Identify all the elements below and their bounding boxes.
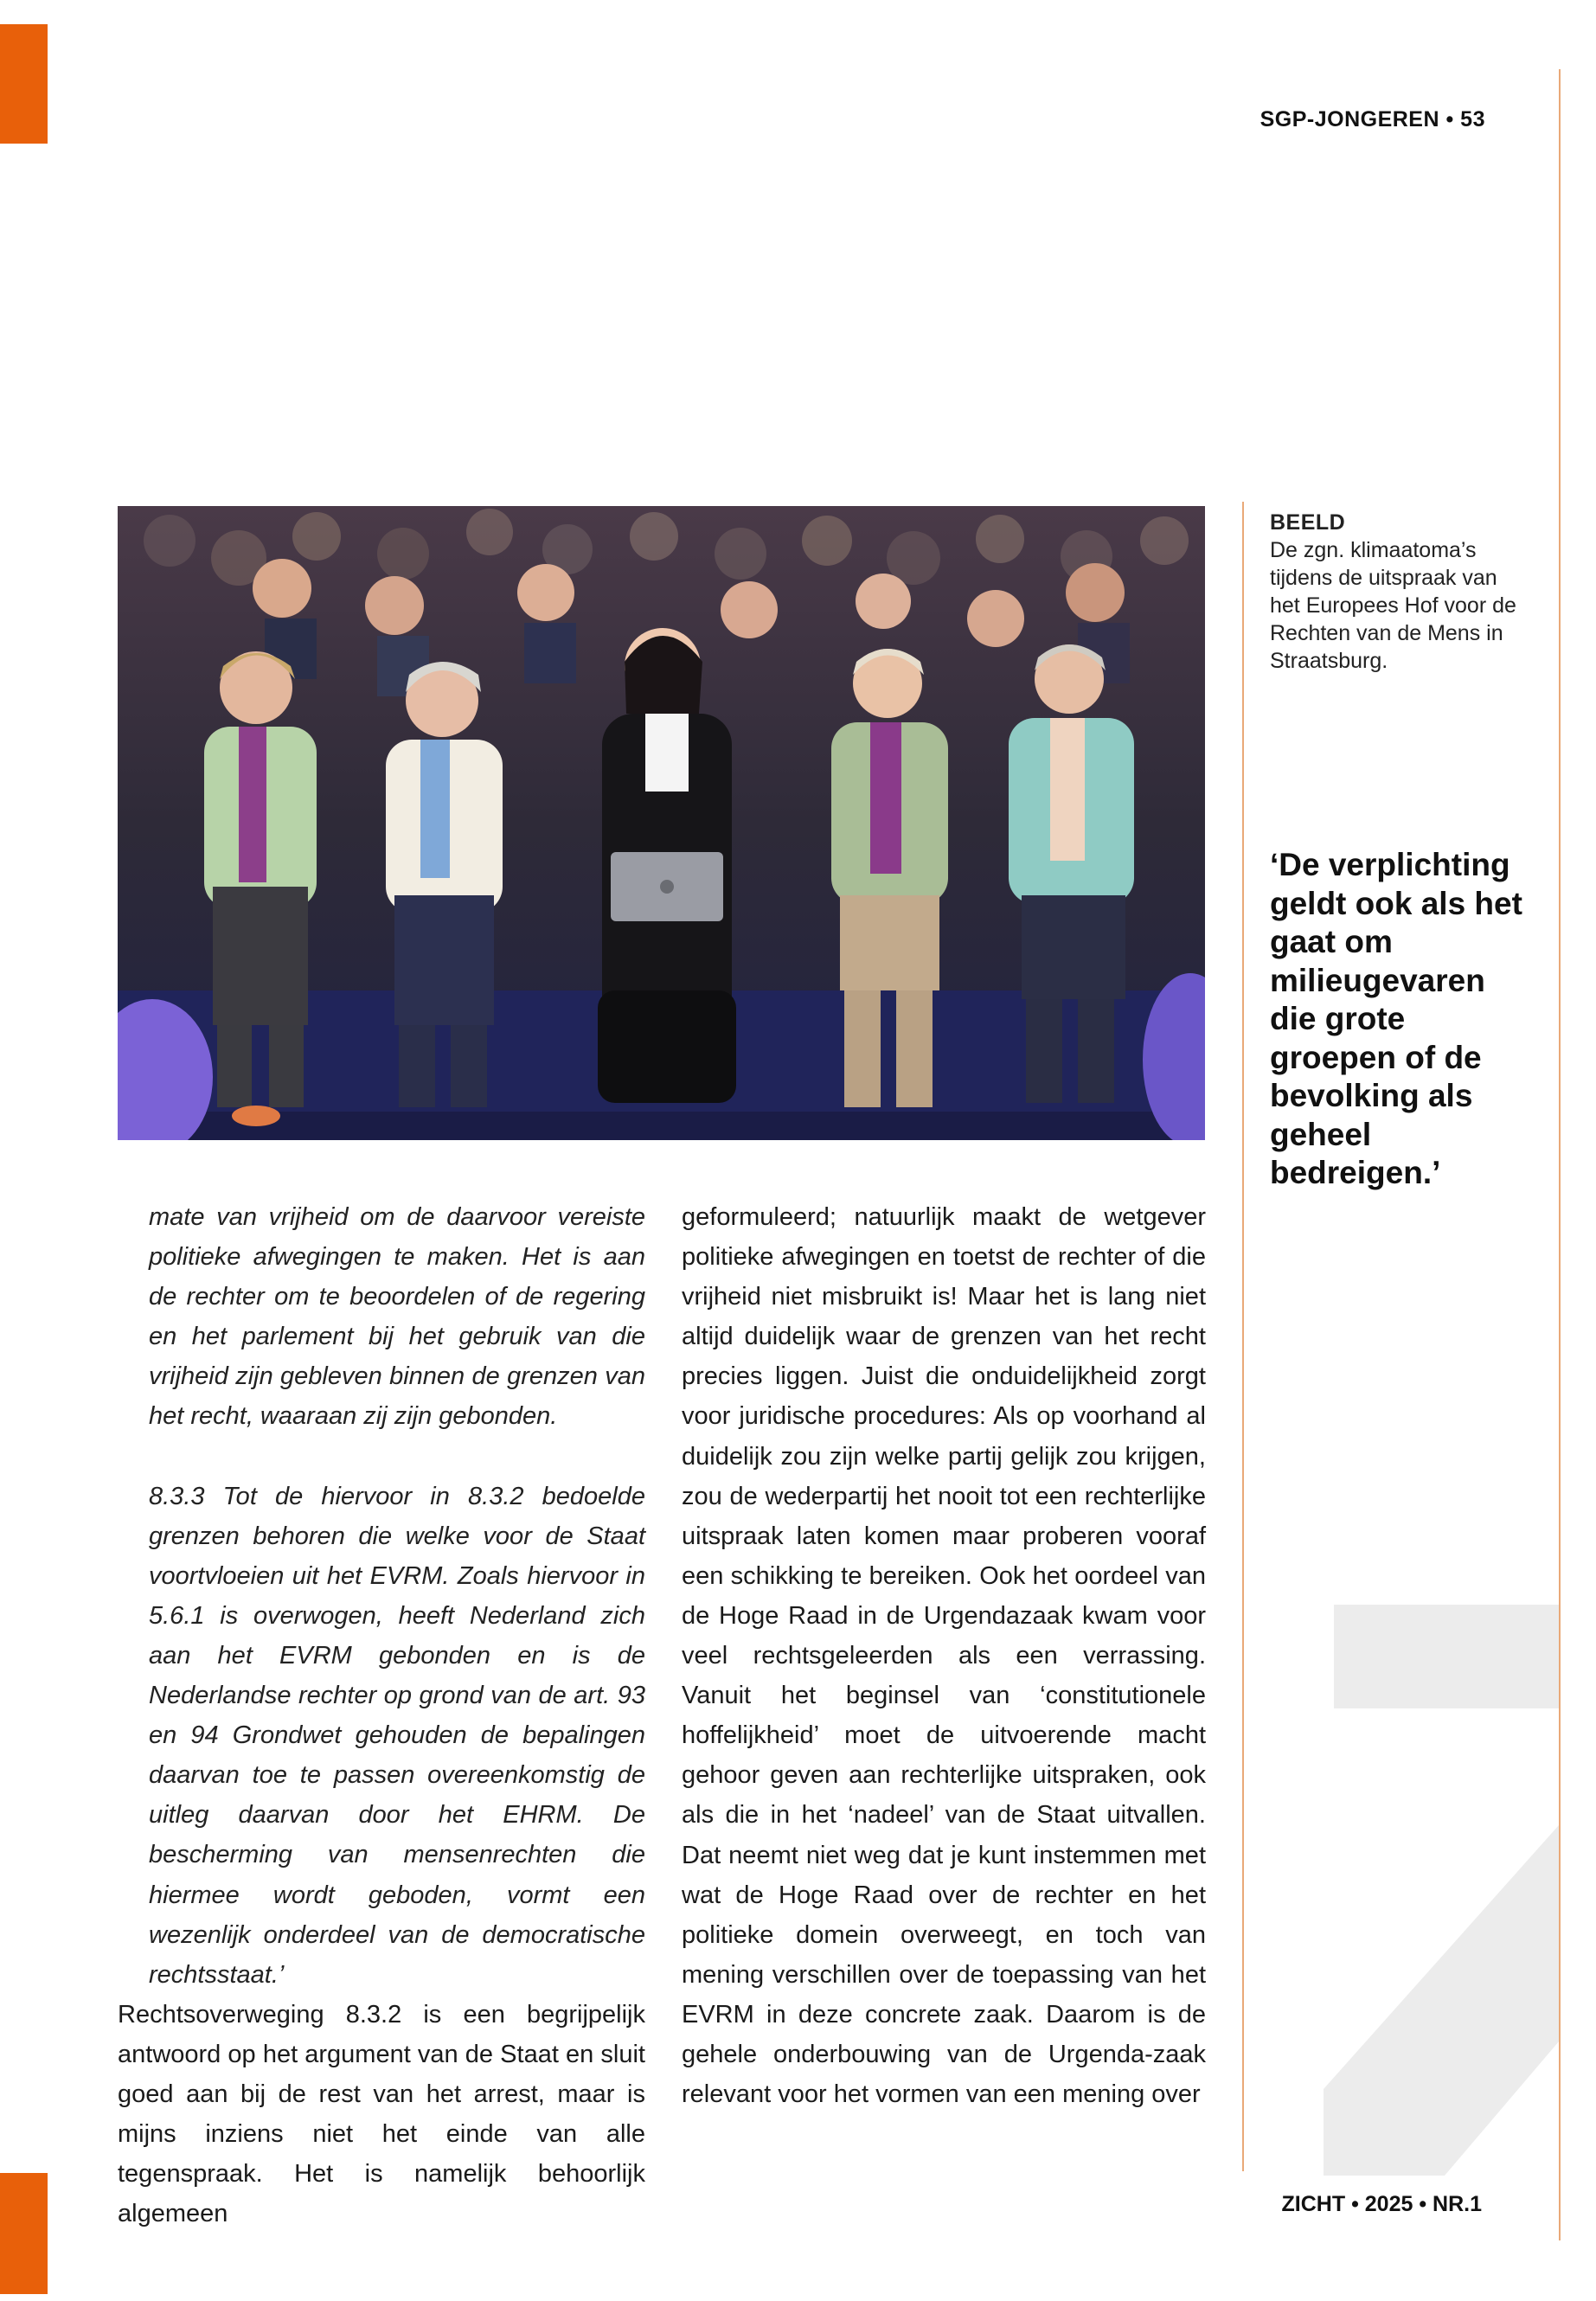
legal-quote-block xyxy=(118,1197,645,1995)
article-column-right xyxy=(682,1197,1206,2114)
caption-label: BEELD xyxy=(1270,510,1346,535)
body-paragraph-left: Rechtsoverweging 8.3.2 is een begrijpelijk antwoord op het argument van de Staat en sluit goed aan bij de rest van het arrest, maar is mijns inziens niet het einde van alle tegenspraak. Het is namelijk behoorlijk algemeen xyxy=(118,2000,645,2228)
sidebar-divider-rule xyxy=(1242,502,1244,2171)
running-head: SGP-JONGEREN • 53 xyxy=(1259,107,1485,131)
article-photo xyxy=(118,506,1205,1140)
decorative-z-shape xyxy=(1324,1605,1559,2176)
quote-paragraph-2: 8.3.3 Tot de hiervoor in 8.3.2 bedoelde grenzen behoren die welke voor de Staat voortvloeien uit het EVRM. Zoals hiervoor in 5.6.1 is overwogen, heeft Nederland zich aan het EVRM gebonden en is de Nederlandse rechter op grond van de art. 93 en 94 Grondwet gehouden de bepalingen daarvan toe te passen overeenkomstig de uitleg daarvan door het EHRM. De bescherming van mensenrechten die hiermee wordt geboden, vormt een wezenlijk onderdeel van de democratische rechtsstaat.’ xyxy=(149,1482,645,1989)
photo-caption xyxy=(1270,509,1521,675)
pull-quote: ‘De verplichting geldt ook als het gaat om milieugevaren die grote groepen of de bevolking als geheel bedreigen.’ xyxy=(1270,847,1522,1190)
running-foot: ZICHT • 2025 • NR.1 xyxy=(1281,2192,1482,2216)
page-margin-rule xyxy=(1559,69,1561,2240)
caption-text: De zgn. klimaatoma’s tijdens de uitspraak van het Europees Hof voor de Rechten van de Mens in Straatsburg. xyxy=(1270,538,1516,673)
quote-paragraph-1: mate van vrijheid om de daarvoor vereiste politieke afwegingen te maken. Het is aan de rechter om te beoordelen of de regering en het parlement bij het gebruik van die vrijheid zijn gebleven binnen de grenzen van het recht, waaraan zij zijn gebonden. xyxy=(149,1203,645,1431)
body-paragraph-right: geformuleerd; natuurlijk maakt de wetgever politieke afwegingen en toetst de rechter of die vrijheid niet misbruikt is! Maar het is lang niet altijd duidelijk waar de grenzen van het recht precies liggen. Juist die onduidelijkheid zorgt voor juridische procedures: Als op voorhand al duidelijk zou zijn welke partij gelijk zou krijgen, zou de wederpartij het nooit tot een rechterlijke uitspraak laten komen maar proberen vooraf een schikking te bereiken. Ook het oordeel van de Hoge Raad in de Urgendazaak kwam voor veel rechtsgeleerden als een verrassing. Vanuit het beginsel van ‘constitutionele hoffelijkheid’ moet de uitvoerende macht gehoor geven aan rechterlijke uitspraken, ook als die in het ‘nadeel’ van de Staat uitvallen. Dat neemt niet weg dat je kunt instemmen met wat de Hoge Raad over de rechter en het politieke domein overweegt, en toch van mening verschillen over de toepassing van het EVRM in deze concrete zaak. Daarom is de gehele onderbouwing van de Urgenda-zaak relevant voor het vormen van een mening over xyxy=(682,1203,1206,2109)
orange-edge-tab-bottom xyxy=(0,2173,48,2294)
orange-edge-tab-top xyxy=(0,24,48,144)
article-column-left xyxy=(118,1197,645,2234)
